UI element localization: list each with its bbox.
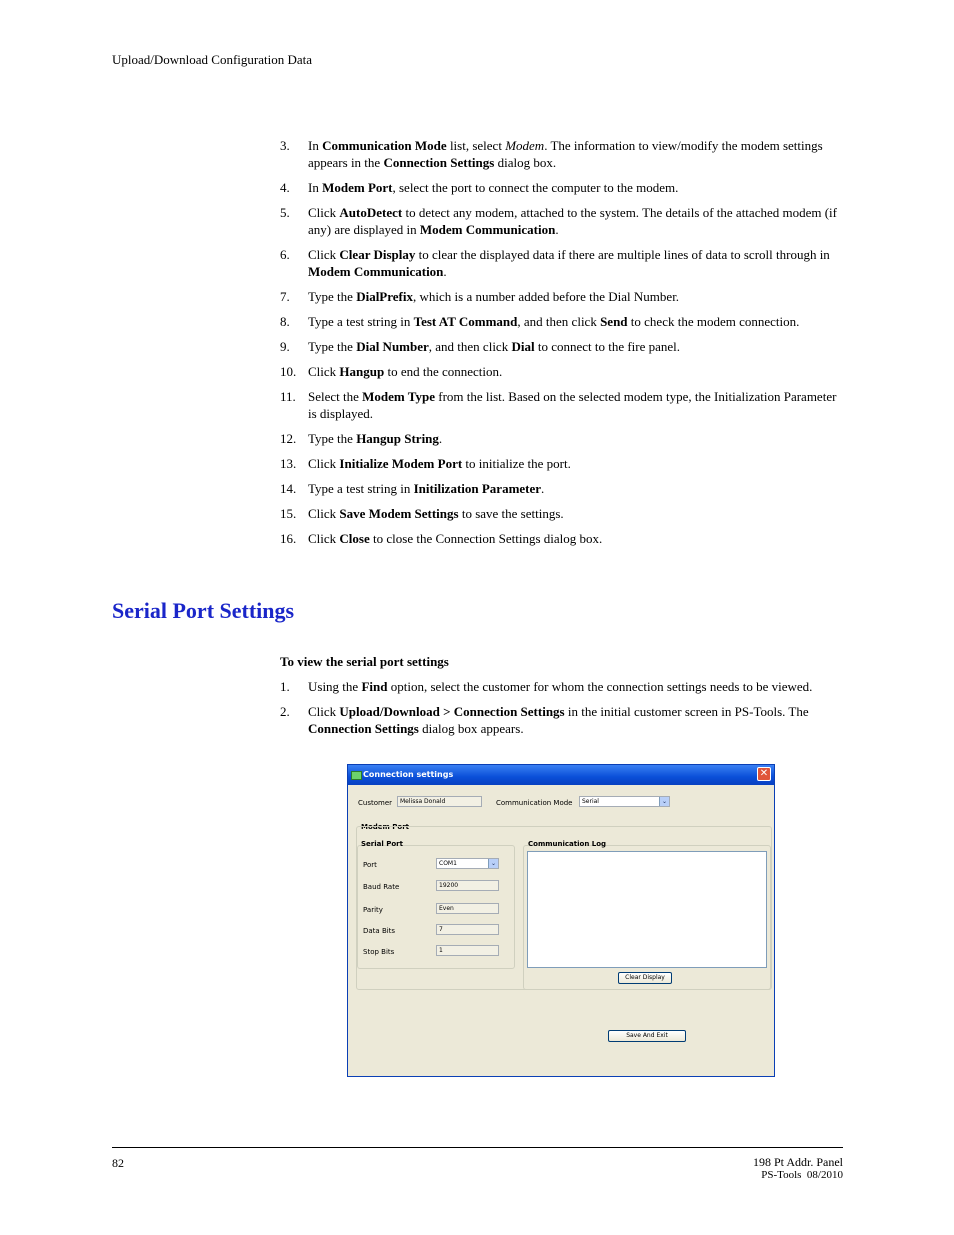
step-emphasis: Initilization Parameter	[413, 481, 542, 496]
step-emphasis: Close	[339, 531, 370, 546]
communication-mode-value: Serial	[582, 798, 599, 805]
doc-info: PS-Tools 08/2010	[761, 1169, 843, 1181]
step-text: Type the	[308, 431, 357, 446]
step-text: list, select	[446, 138, 506, 153]
step-text: Type a test string in	[308, 481, 414, 496]
step-item	[280, 388, 845, 422]
step-emphasis: Dial	[511, 339, 535, 354]
clear-display-button[interactable]: Clear Display	[618, 972, 672, 984]
step-text: Using the	[308, 679, 362, 694]
serial-procedure-steps	[280, 678, 845, 737]
baud-rate-field[interactable]: 19200	[436, 880, 499, 891]
step-emphasis: Dial Number	[356, 339, 429, 354]
step-text: Click	[308, 506, 340, 521]
port-value: COM1	[439, 860, 457, 867]
step-number: 2.	[280, 704, 290, 719]
footer-rule	[112, 1147, 843, 1148]
step-text: , select the port to connect the computer to the modem.	[392, 180, 679, 195]
modem-port-label: Modem Port	[361, 823, 410, 831]
step-number: 15.	[280, 506, 297, 521]
step-text: from the list. Based on the selected modem type, the Initialization Parameter is displayed.	[308, 389, 837, 421]
dialog-titlebar	[348, 765, 774, 785]
step-number: 16.	[280, 531, 297, 546]
step-text: in the initial customer screen in PS-Tools. The	[564, 704, 809, 719]
dialog-title: Connection settings	[363, 770, 454, 779]
chevron-down-icon[interactable]: ⌄	[488, 859, 498, 868]
step-number: 13.	[280, 456, 297, 471]
step-emphasis: Communication Mode	[322, 138, 447, 153]
step-text: .	[541, 481, 545, 496]
step-text: , and then click	[517, 314, 601, 329]
step-emphasis: Modem Type	[362, 389, 435, 404]
step-emphasis: Initialize Modem Port	[339, 456, 463, 471]
data-bits-label: Data Bits	[363, 927, 396, 935]
step-text: Click	[308, 364, 340, 379]
save-and-exit-button[interactable]: Save And Exit	[608, 1030, 686, 1042]
data-bits-field[interactable]: 7	[436, 924, 499, 935]
communication-log-label: Communication Log	[528, 840, 607, 848]
step-text: In	[308, 180, 323, 195]
step-text: to clear the displayed data if there are multiple lines of data to scroll through in	[415, 247, 830, 262]
step-number: 11.	[280, 389, 296, 404]
step-number: 9.	[280, 339, 290, 354]
step-emphasis: Test AT Command	[413, 314, 518, 329]
step-emphasis: Find	[361, 679, 388, 694]
step-item	[280, 505, 845, 522]
customer-field[interactable]: Melissa Donald	[397, 796, 482, 807]
step-emphasis: Connection Settings	[383, 155, 495, 170]
step-item	[280, 179, 845, 196]
step-text: . The information to view/modify the modem settings appears in the	[308, 138, 823, 170]
step-item	[280, 430, 845, 447]
procedure-heading: To view the serial port settings	[280, 654, 449, 669]
step-number: 14.	[280, 481, 297, 496]
baud-rate-label: Baud Rate	[363, 883, 400, 891]
running-header: Upload/Download Configuration Data	[112, 52, 313, 67]
step-item	[280, 363, 845, 380]
step-text: option, select the customer for whom the connection settings needs to be viewed.	[387, 679, 813, 694]
communication-mode-select[interactable]	[579, 796, 670, 807]
connection-settings-dialog	[347, 764, 775, 1077]
step-number: 4.	[280, 180, 290, 195]
step-number: 12.	[280, 431, 297, 446]
app-icon	[351, 771, 362, 780]
step-text: to initialize the port.	[462, 456, 571, 471]
step-text: to connect to the fire panel.	[534, 339, 681, 354]
step-emphasis: Modem Communication	[419, 222, 556, 237]
step-item	[280, 137, 845, 171]
step-item	[280, 246, 845, 280]
step-item	[280, 455, 845, 472]
step-emphasis: DialPrefix	[356, 289, 413, 304]
step-item	[280, 678, 845, 695]
step-text: dialog box appears.	[418, 721, 524, 736]
step-text: Click	[308, 704, 340, 719]
step-number: 1.	[280, 679, 290, 694]
step-text: Click	[308, 205, 340, 220]
step-number: 7.	[280, 289, 290, 304]
serial-port-label: Serial Port	[361, 840, 403, 848]
step-item	[280, 530, 845, 547]
close-icon[interactable]: ✕	[757, 767, 771, 781]
customer-label: Customer	[358, 799, 393, 807]
parity-label: Parity	[363, 906, 383, 914]
step-text: .	[443, 264, 447, 279]
step-text: to detect any modem, attached to the system. The details of the attached modem (if any) are displayed in	[308, 205, 837, 237]
step-emphasis: AutoDetect	[339, 205, 403, 220]
step-text: Click	[308, 247, 340, 262]
port-label: Port	[363, 861, 377, 869]
step-emphasis: Connection Settings	[308, 721, 419, 736]
step-number: 5.	[280, 205, 290, 220]
parity-field[interactable]: Even	[436, 903, 499, 914]
chevron-down-icon[interactable]: ⌄	[659, 797, 669, 806]
step-item	[280, 703, 845, 737]
step-text: to close the Connection Settings dialog box.	[369, 531, 603, 546]
step-text: to save the settings.	[458, 506, 564, 521]
port-select[interactable]	[436, 858, 499, 869]
step-item	[280, 288, 845, 305]
step-item	[280, 313, 845, 330]
step-text: to end the connection.	[384, 364, 503, 379]
step-text: In	[308, 138, 323, 153]
step-text: Type the	[308, 339, 357, 354]
step-emphasis: Modem	[505, 138, 545, 153]
step-emphasis: Save Modem Settings	[339, 506, 459, 521]
step-emphasis: Hangup	[339, 364, 385, 379]
step-emphasis: Modem Communication	[308, 264, 444, 279]
step-number: 3.	[280, 138, 290, 153]
step-text: .	[438, 431, 443, 446]
communication-log-area[interactable]	[527, 851, 767, 968]
section-title: Serial Port Settings	[112, 598, 295, 623]
step-emphasis: Clear Display	[339, 247, 416, 262]
step-emphasis: Modem Port	[322, 180, 393, 195]
step-item	[280, 338, 845, 355]
step-text: Type a test string in	[308, 314, 414, 329]
step-text: , which is a number added before the Dial Number.	[413, 289, 680, 304]
step-text: Click	[308, 531, 340, 546]
step-text: , and then click	[428, 339, 512, 354]
step-text: dialog box.	[494, 155, 557, 170]
product-name: 198 Pt Addr. Panel	[752, 1155, 843, 1169]
communication-mode-label: Communication Mode	[496, 799, 573, 807]
step-emphasis: Upload/Download > Connection Settings	[339, 704, 565, 719]
procedure-steps	[280, 137, 845, 547]
step-emphasis: Send	[600, 314, 628, 329]
step-text: .	[555, 222, 559, 237]
step-number: 6.	[280, 247, 290, 262]
step-emphasis: Hangup String	[356, 431, 439, 446]
step-number: 10.	[280, 364, 297, 379]
step-item	[280, 480, 845, 497]
step-text: Type the	[308, 289, 357, 304]
stop-bits-label: Stop Bits	[363, 948, 395, 956]
step-text: Click	[308, 456, 340, 471]
step-text: Select the	[308, 389, 363, 404]
stop-bits-field[interactable]: 1	[436, 945, 499, 956]
footer-info	[753, 1156, 843, 1182]
step-number: 8.	[280, 314, 290, 329]
step-text: to check the modem connection.	[627, 314, 800, 329]
step-item	[280, 204, 845, 238]
page-number: 82	[112, 1156, 124, 1170]
